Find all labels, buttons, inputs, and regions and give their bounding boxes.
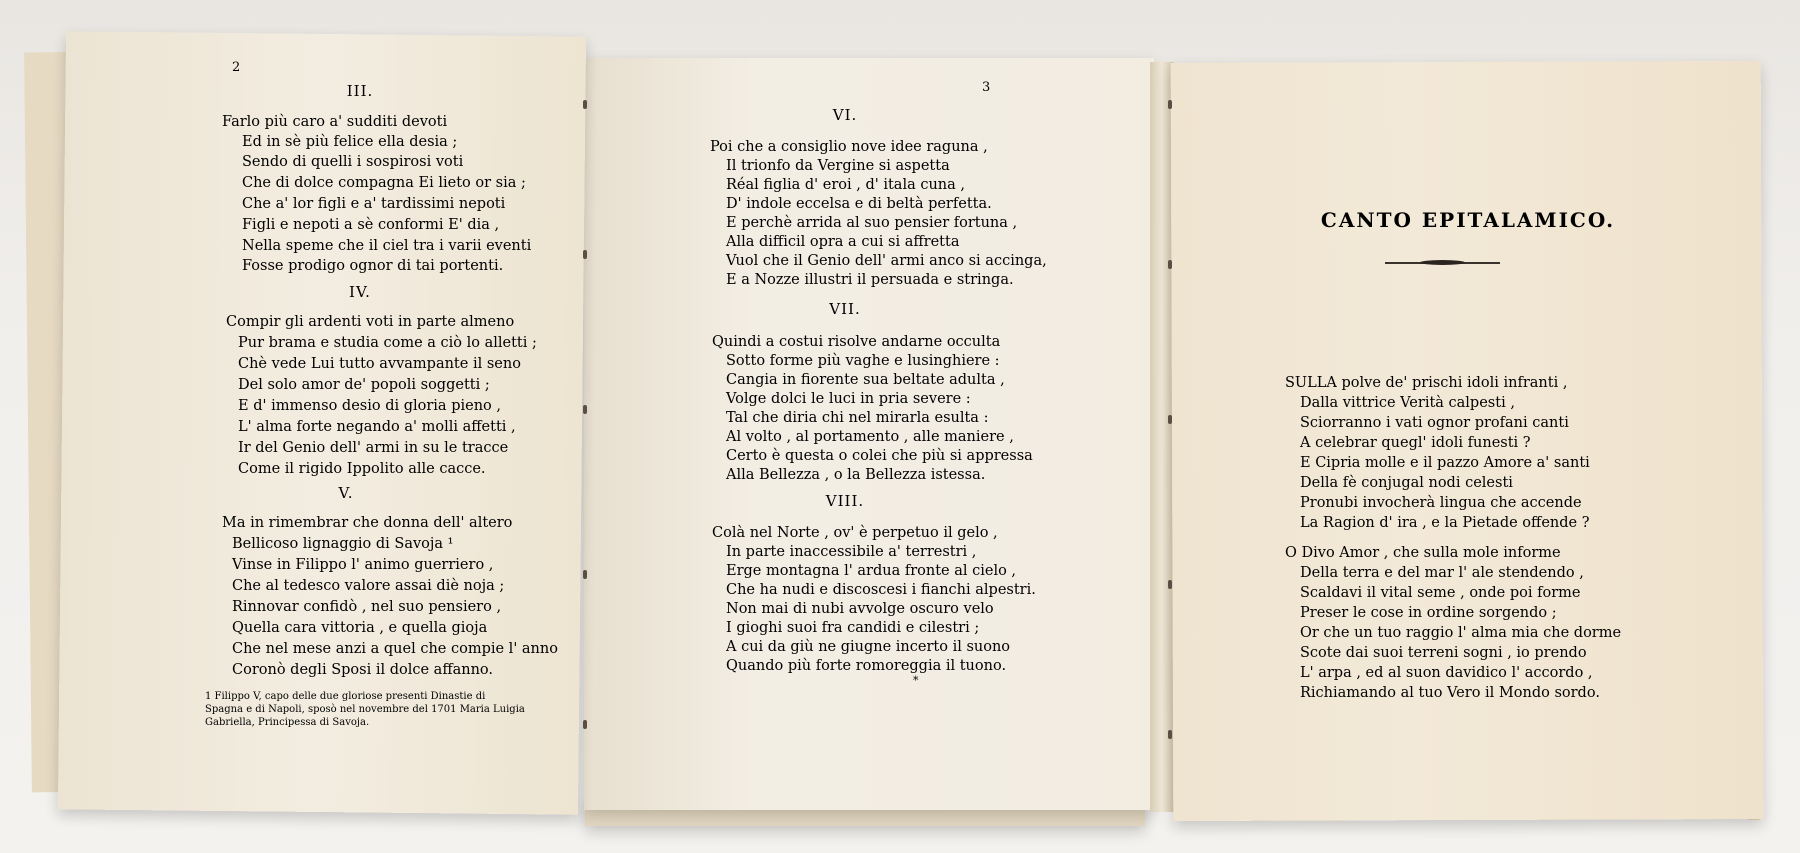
verse-line: Farlo più caro a' sudditi devoti [222,114,448,130]
verse-line: Vuol che il Genio dell' armi anco si accinga, [726,253,1047,269]
verse-line: Or che un tuo raggio l' alma mia che dorme [1300,625,1622,641]
verse-line: Pur brama e studia come a ciò lo alletti ; [238,335,537,351]
verse-line: La Ragion d' ira , e la Pietade offende ? [1300,515,1590,531]
verse-line: Nella speme che il ciel tra i varii eventi [242,238,532,254]
verse-line: Il trionfo da Vergine si aspetta [726,158,950,174]
verse-line: Della fè conjugal nodi celesti [1300,475,1513,491]
verse-line: Cangia in fiorente sua beltate adulta , [726,372,1005,388]
verse-line: Pronubi invocherà lingua che accende [1300,495,1582,511]
verse-line: Coronò degli Sposi il dolce affanno. [232,662,494,678]
verse-line: A cui da giù ne giugne incerto il suono [726,639,1011,655]
binding-stitch [1168,260,1172,269]
verse-line: Quella cara vittoria , e quella gioja [232,620,488,636]
verse-line: Quindi a costui risolve andarne occulta [712,334,1001,350]
verse-line: Quando più forte romoreggia il tuono. [726,658,1007,674]
verse-line: L' alma forte negando a' molli affetti , [238,419,516,435]
verse-line: Scaldavi il vital seme , onde poi forme [1300,585,1581,601]
verse-line: Sendo di quelli i sospirosi voti [242,154,464,170]
verse-line: Richiamando al tuo Vero il Mondo sordo. [1300,685,1600,701]
verse-line: Preser le cose in ordine sorgendo ; [1300,605,1557,621]
verse-line: Ed in sè più felice ella desia ; [242,134,458,150]
verse-line: Réal figlia d' eroi , d' itala cuna , [726,177,965,193]
verse-line: A celebrar quegl' idoli funesti ? [1300,435,1531,451]
verse-line: Al volto , al portamento , alle maniere , [726,429,1014,445]
binding-stitch [583,100,587,109]
verse-line: E perchè arrida al suo pensier fortuna , [726,215,1018,231]
verse-line: Colà nel Norte , ov' è perpetuo il gelo , [712,525,998,541]
verse-line: Sciorranno i vati ognor profani canti [1300,415,1569,431]
verse-line: SULLA polve de' prischi idoli infranti , [1285,375,1568,391]
section-heading: VII. [829,300,861,318]
verse-line: Erge montagna l' ardua fronte al cielo , [726,563,1017,579]
verse-line: Dalla vittrice Verità calpesti , [1300,395,1515,411]
binding-stitch [583,405,587,414]
verse-line: Vinse in Filippo l' animo guerriero , [232,557,494,573]
verse-line: Scote dai suoi terreni sogni , io prendo [1300,645,1587,661]
section-heading: III. [346,82,374,100]
section-heading: VI. [832,106,858,124]
page-number: 3 [982,80,991,95]
verse-line: Tal che diria chi nel mirarla esulta : [726,410,989,426]
binding-stitch [1168,415,1172,424]
section-heading: VIII. [825,492,865,510]
verse-line: E Cipria molle e il pazzo Amore a' santi [1300,455,1590,471]
verse-line: Chè vede Lui tutto avvampante il seno [238,356,521,372]
verse-line: Che ha nudi e discoscesi i fianchi alpestri. [726,582,1036,598]
verse-line: Sotto forme più vaghe e lusinghiere : [726,353,1000,369]
footnote-line: 1 Filippo V, capo delle due gloriose presenti Dinastie di [205,691,486,702]
verse-line: O Divo Amor , che sulla mole informe [1285,545,1561,561]
binding-stitch [583,720,587,729]
title-ornament-rule [1385,262,1500,264]
verse-line: Volge dolci le luci in pria severe : [726,391,971,407]
binding-stitch [583,250,587,259]
verse-line: Poi che a consiglio nove idee raguna , [710,139,988,155]
page-number: 2 [232,60,241,75]
footnote-line: Gabriella, Principessa di Savoja. [205,717,370,728]
verse-line: Ir del Genio dell' armi in su le tracce [238,440,509,456]
verse-line: Certo è questa o colei che più si appressa [726,448,1033,464]
verse-line: Bellicoso lignaggio di Savoja ¹ [232,536,454,552]
binding-stitch [1168,730,1172,739]
binding-stitch [1168,100,1172,109]
verse-line: Che nel mese anzi a quel che compie l' anno [232,641,558,657]
section-heading: V. [338,484,354,502]
binding-stitch [583,570,587,579]
verse-line: Non mai di nubi avvolge oscuro velo [726,601,994,617]
verse-line: Compir gli ardenti voti in parte almeno [226,314,515,330]
verse-line: Della terra e del mar l' ale stendendo , [1300,565,1584,581]
verse-line: Fosse prodigo ognor di tai portenti. [242,258,504,274]
verse-line: E d' immenso desio di gloria pieno , [238,398,501,414]
verse-line: I gioghi suoi fra candidi e cilestri ; [726,620,980,636]
page-title: CANTO EPITALAMICO. [1320,208,1616,232]
verse-line: Ma in rimembrar che donna dell' altero [222,515,513,531]
binding-stitch [1168,580,1172,589]
verse-line: Figli e nepoti a sè conformi E' dia , [242,217,500,233]
verse-line: Che al tedesco valore assai diè noja ; [232,578,505,594]
footnote-line: Spagna e di Napoli, sposò nel novembre del 1701 Maria Luigia [205,704,525,715]
verse-line: Rinnovar confidò , nel suo pensiero , [232,599,502,615]
verse-line: Alla difficil opra a cui si affretta [726,234,960,250]
verse-line: L' arpa , ed al suon davidico l' accordo , [1300,665,1593,681]
section-heading: IV. [349,283,371,301]
end-mark: * [913,674,919,687]
verse-line: Come il rigido Ippolito alle cacce. [238,461,486,477]
verse-line: In parte inaccessibile a' terrestri , [726,544,977,560]
verse-line: E a Nozze illustri il persuada e stringa. [726,272,1014,288]
verse-line: Che a' lor figli e a' tardissimi nepoti [242,196,506,212]
verse-line: Alla Bellezza , o la Bellezza istessa. [726,467,986,483]
verse-line: D' indole eccelsa e di beltà perfetta. [726,196,992,212]
verse-line: Del solo amor de' popoli soggetti ; [238,377,490,393]
verse-line: Che di dolce compagna Ei lieto or sia ; [242,175,526,191]
